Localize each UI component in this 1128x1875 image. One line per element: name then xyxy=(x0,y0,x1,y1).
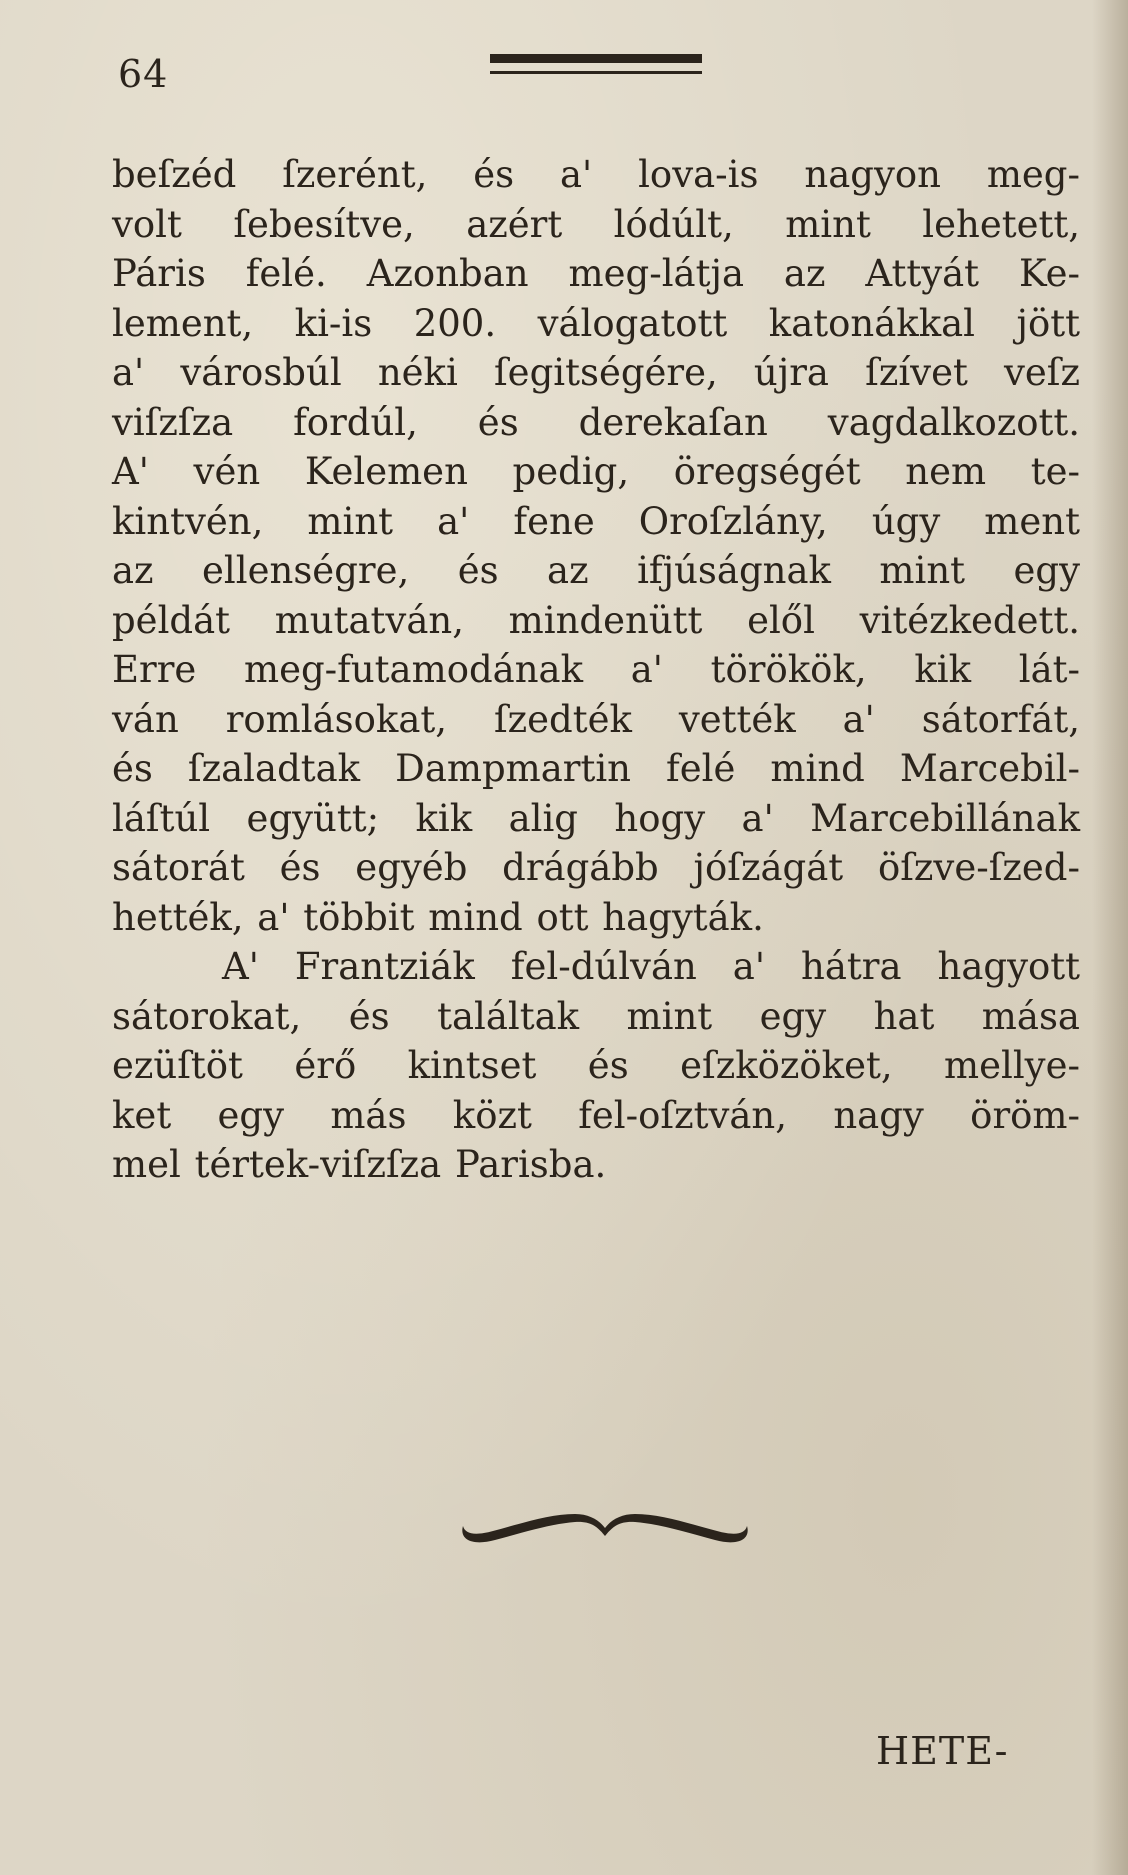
text-line: példát mutatván, mindenütt elől vitézkedett. xyxy=(112,598,1080,642)
header-rule-thin xyxy=(490,71,702,74)
text-line: sátorát és egyéb drágább jóſzágát öſzve-ſzed- xyxy=(112,846,1080,889)
header-rule xyxy=(490,54,702,76)
text-line: kintvén, mint a' fene Oroſzlány, úgy ment xyxy=(112,499,1080,543)
body-text xyxy=(112,150,1080,1190)
paragraph-2 xyxy=(112,942,1080,1190)
text-line: ezüſtöt érő kintset és eſzközöket, mellye- xyxy=(112,1044,1080,1087)
text-line: és ſzaladtak Dampmartin felé mind Marcebil- xyxy=(112,747,1080,790)
tailpiece-ornament-icon xyxy=(455,1500,755,1560)
text-line: beſzéd ſzerént, és a' lova-is nagyon meg- xyxy=(112,153,1080,196)
page-edge-shadow xyxy=(1092,0,1128,1875)
text-line: láſtúl együtt; kik alig hogy a' Marcebillának xyxy=(112,796,1080,840)
text-line: viſzſza fordúl, és derekaſan vagdalkozott. xyxy=(112,400,1080,444)
text-line: hették, a' többit mind ott hagyták. xyxy=(112,895,764,939)
text-line: a' városbúl néki ſegitségére, újra ſzívet veſz xyxy=(112,351,1080,394)
text-line: az ellenségre, és az ifjúságnak mint egy xyxy=(112,549,1080,592)
text-line: sátorokat, és találtak mint egy hat mása xyxy=(112,994,1080,1038)
text-line: ván romlásokat, ſzedték vették a' sátorfát, xyxy=(112,697,1080,741)
text-line: mel tértek-viſzſza Parisba. xyxy=(112,1143,607,1186)
catchword: HETE- xyxy=(876,1729,1009,1773)
header-rule-thick xyxy=(490,54,702,63)
page-number: 64 xyxy=(118,52,169,96)
text-line: A' vén Kelemen pedig, öregségét nem te- xyxy=(112,450,1080,493)
paragraph-1 xyxy=(112,150,1080,942)
text-line: A' Frantziák fel-dúlván a' hátra hagyott xyxy=(222,945,1080,988)
text-line: Páris felé. Azonban meg-látja az Attyát Ke- xyxy=(112,252,1080,295)
text-line: lement, ki-is 200. válogatott katonákkal jött xyxy=(112,301,1080,345)
text-line: ket egy más közt fel-oſztván, nagy öröm- xyxy=(112,1093,1080,1137)
text-line: Erre meg-futamodának a' törökök, kik lát- xyxy=(112,648,1080,691)
text-line: volt ſebesítve, azért lódúlt, mint lehetett, xyxy=(112,202,1080,246)
